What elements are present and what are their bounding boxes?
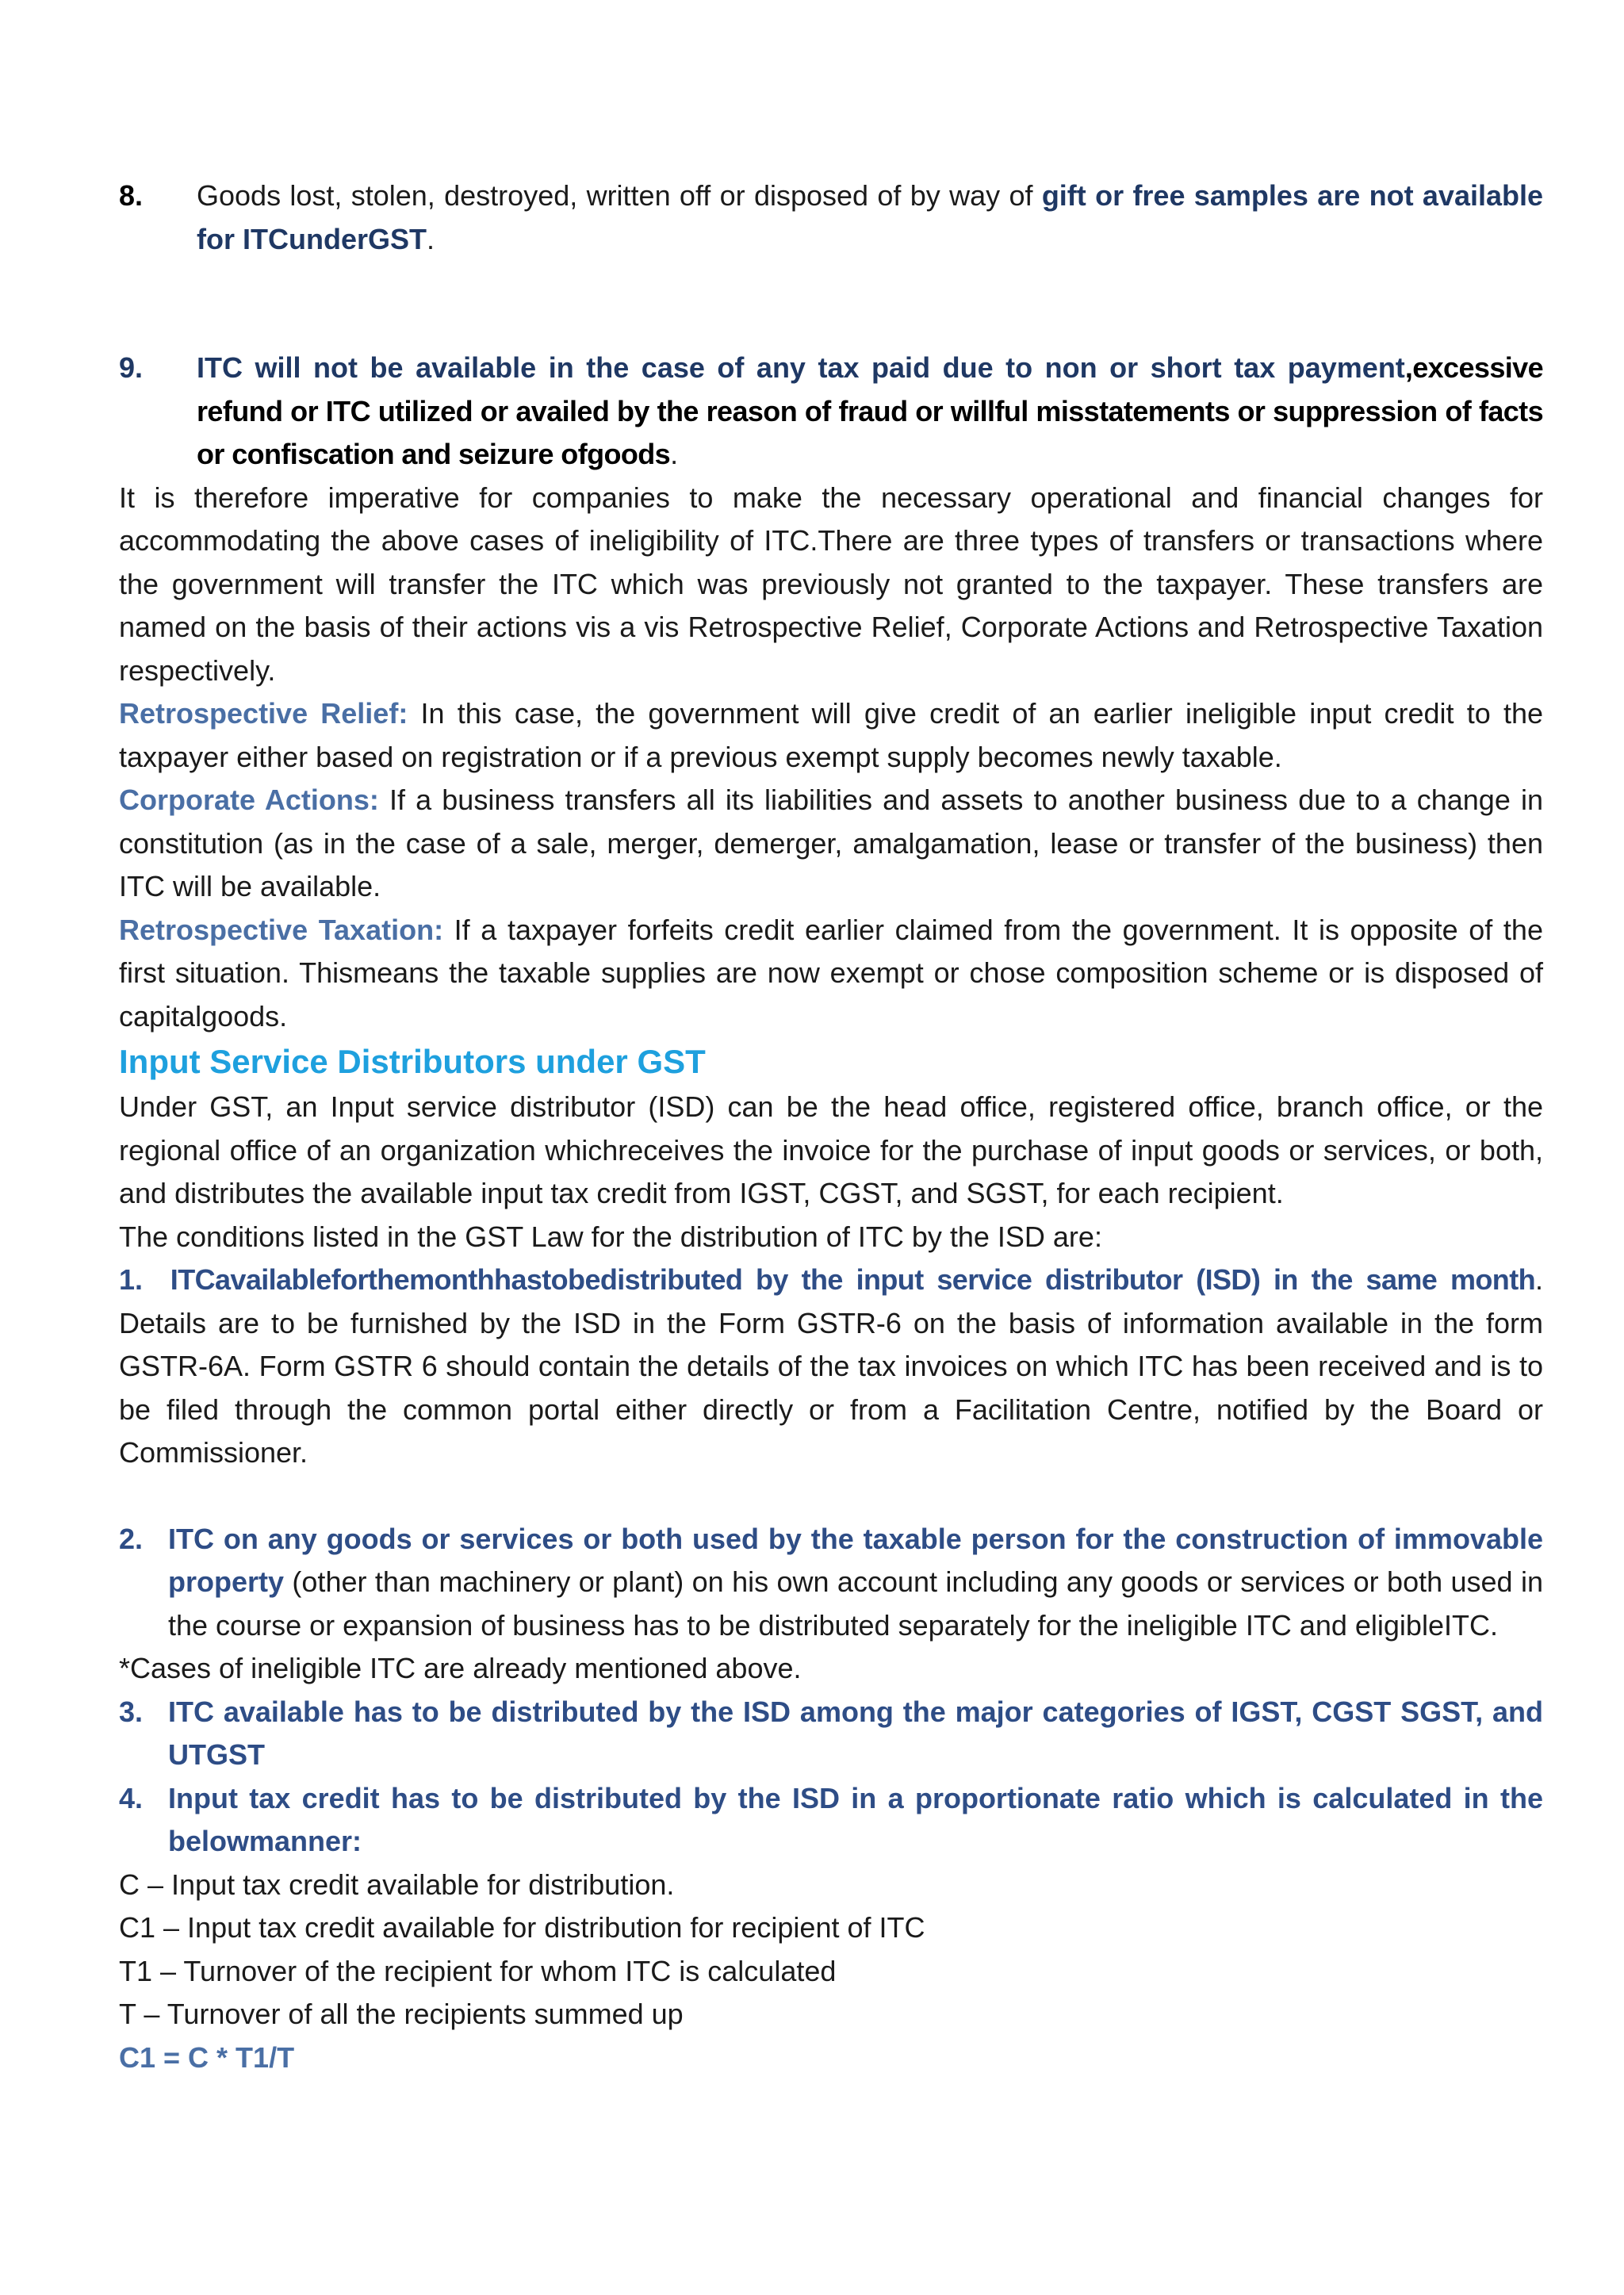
condition-number: 2. [119, 1522, 144, 1555]
condition-3 [119, 1691, 1543, 1777]
item-number: 8. [119, 179, 144, 212]
document-page [119, 174, 1543, 2079]
item-end: . [670, 438, 679, 470]
definition-term: Retrospective Taxation: [119, 913, 444, 946]
condition-number: 3. [119, 1695, 144, 1728]
condition-text: (other than machinery or plant) on his own account including any goods or services or both used in the course or expansion of business has to be distributed separately for the ineligible ITC and eligibleITC. [168, 1565, 1543, 1642]
condition-bold: ITC available has to be distributed by the ISD among the major categories of IGST, CGST SGST, and UTGST [168, 1695, 1543, 1771]
condition-4 [119, 1777, 1543, 1864]
definition-text: In this case, the government will give credit of an earlier ineligible input credit to the taxpayer either based on registration or if a previous exempt supply becomes newly taxable. [119, 697, 1544, 773]
condition-bold: Input tax credit has to be distributed by the ISD in a proportionate ratio which is calculated in the belowmanner: [168, 1781, 1543, 1857]
legend-t1: T1 – Turnover of the recipient for whom ITC is calculated [119, 1954, 837, 1987]
item-text: Goods lost, stolen, destroyed, written off or disposed of by way of [197, 179, 1042, 212]
definition-retrospective-relief [119, 692, 1543, 779]
ineligible-item-8 [119, 174, 1543, 261]
definition-term: Retrospective Relief: [119, 697, 408, 730]
intro-paragraph: It is therefore imperative for companies to make the necessary operational and financial changes for accommodating the above cases of ineligibility of ITC.There are three types of transfers or transactions where the government will transfer the ITC which was previously not granted to the taxpayer. These transfers are named on the basis of their actions vis a vis Retrospective Relief, Corporate Actions and Retrospective Taxation respectively. [119, 481, 1543, 687]
condition-number: 4. [119, 1781, 144, 1814]
item-number: 9. [119, 351, 144, 384]
ineligible-item-9 [119, 347, 1543, 477]
condition-bold: ITC on any goods or services or both used by the taxable person for the construction of immovable property [168, 1522, 1543, 1598]
legend-c1: C1 – Input tax credit available for distribution for recipient of ITC [119, 1911, 925, 1944]
isd-paragraph: Under GST, an Input service distributor (ISD) can be the head office, registered office, branch office, or the regional office of an organization whichreceives the invoice for the purchase of input goods or services, or both, and distributes the available input tax credit from IGST, CGST, and SGST, for each recipient. [119, 1090, 1543, 1209]
definition-term: Corporate Actions: [119, 784, 379, 816]
item-end: . [427, 222, 435, 255]
spacer [119, 261, 1543, 347]
condition-2 [119, 1518, 1543, 1648]
definition-corporate-actions [119, 779, 1543, 909]
condition-text: . Details are to be furnished by the ISD in the Form GSTR-6 on the basis of information available in the form GSTR-6A. Form GSTR 6 should contain the details of the tax invoices on which ITC has been received and is to be filed through the common portal either directly or from a Facilitation Centre, notified by the Board or Commissioner. [119, 1263, 1543, 1469]
item-bold-text: gift or free samples are not available for ITCunderGST [197, 179, 1544, 255]
item-bold-text: ,excessive refund or ITC utilized or availed by the reason of fraud or willful misstatements or suppression of facts or confiscation and seizure ofgoods [197, 351, 1543, 470]
definition-text: If a business transfers all its liabilities and assets to another business due to a change in constitution (as in the case of a sale, merger, demerger, amalgamation, lease or transfer of the business) then ITC will be available. [119, 784, 1543, 902]
note: *Cases of ineligible ITC are already mentioned above. [119, 1652, 802, 1684]
condition-1 [119, 1259, 1543, 1475]
condition-bold: ITCavailableforthemonthhastobedistributed by the input service distributor (ISD) in the same month [170, 1263, 1535, 1296]
conditions-intro: The conditions listed in the GST Law for the distribution of ITC by the ISD are: [119, 1220, 1102, 1253]
definition-text: If a taxpayer forfeits credit earlier claimed from the government. It is opposite of the first situation. Thismeans the taxable supplies are now exempt or chose composition scheme or is disposed of capitalgoods. [119, 913, 1543, 1033]
spacer [119, 1475, 1543, 1518]
legend-t: T – Turnover of all the recipients summed up [119, 1998, 684, 2030]
section-heading: Input Service Distributors under GST [119, 1043, 706, 1080]
definition-retrospective-taxation [119, 909, 1543, 1039]
condition-number: 1. [119, 1263, 144, 1296]
formula: C1 = C * T1/T [119, 2040, 295, 2074]
legend-c: C – Input tax credit available for distribution. [119, 1868, 675, 1901]
item-blue-text: ITC will not be available in the case of any tax paid due to non or short tax payment [197, 351, 1405, 384]
